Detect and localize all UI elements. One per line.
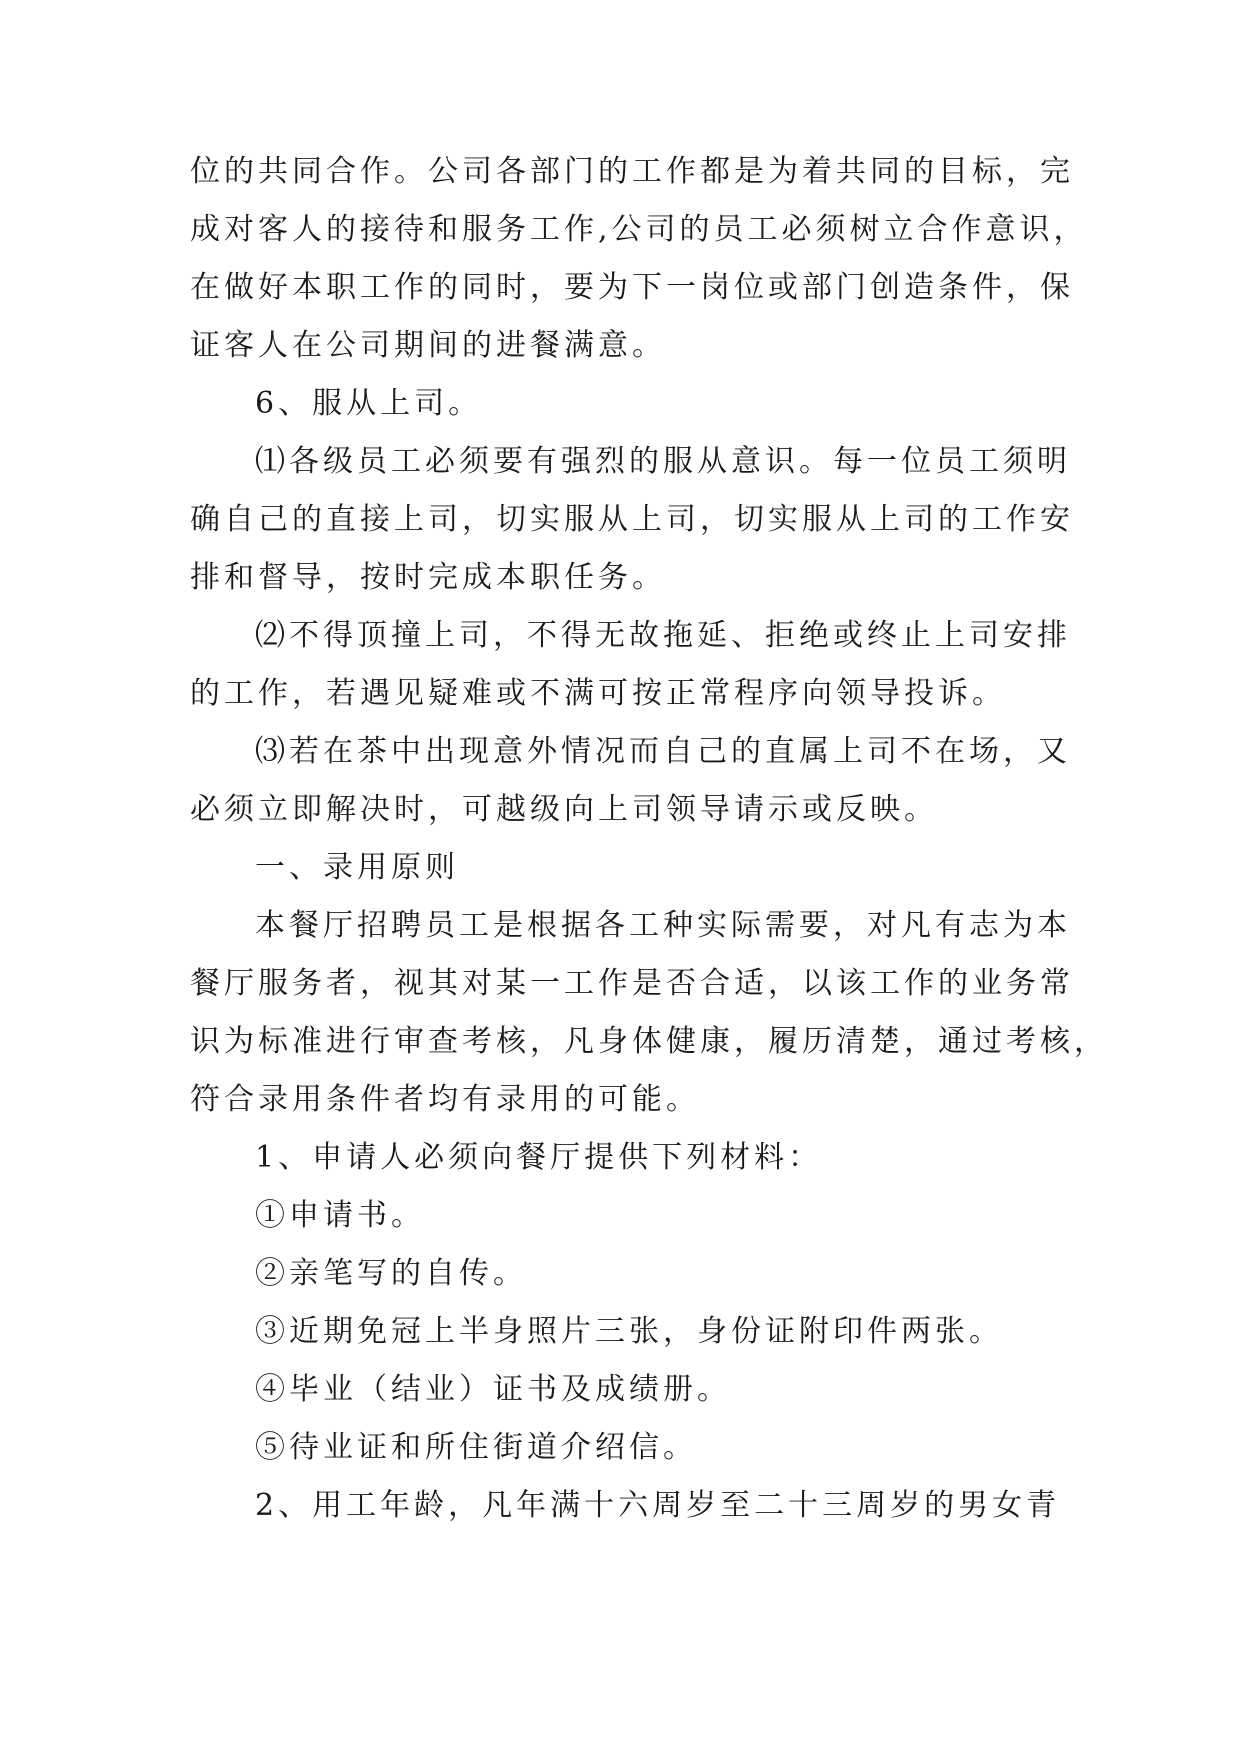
section-heading: 6、服从上司。 bbox=[255, 386, 483, 421]
section-heading: 一、录用原则 bbox=[255, 850, 459, 885]
list-item: ③近期免冠上半身照片三张，身份证附印件两张。 bbox=[255, 1314, 1003, 1349]
text-line: 成对客人的接待和服务工作,公司的员工必须树立合作意识， bbox=[190, 212, 1088, 247]
list-item: ②亲笔写的自传。 bbox=[255, 1256, 527, 1291]
text-line: 排和督导，按时完成本职任务。 bbox=[190, 560, 666, 595]
text-line: 的工作，若遇见疑难或不满可按正常程序向领导投诉。 bbox=[190, 676, 1006, 711]
text-line: 本餐厅招聘员工是根据各工种实际需要，对凡有志为本 bbox=[255, 908, 1071, 943]
text-line: 位的共同合作。公司各部门的工作都是为着共同的目标，完 bbox=[190, 154, 1074, 189]
text-line: 符合录用条件者均有录用的可能。 bbox=[190, 1082, 700, 1117]
list-item: ①申请书。 bbox=[255, 1198, 425, 1233]
text-line: 必须立即解决时，可越级向上司领导请示或反映。 bbox=[190, 792, 938, 827]
text-line: 在做好本职工作的同时，要为下一岗位或部门创造条件，保 bbox=[190, 270, 1074, 305]
text-line: 2、用工年龄，凡年满十六周岁至二十三周岁的男女青 bbox=[255, 1488, 1061, 1523]
text-line: 1、申请人必须向餐厅提供下列材料： bbox=[255, 1140, 823, 1175]
text-line: 确自己的直接上司，切实服从上司，切实服从上司的工作安 bbox=[190, 502, 1074, 537]
list-item: ⑤待业证和所住街道介绍信。 bbox=[255, 1430, 697, 1465]
text-line: 识为标准进行审查考核，凡身体健康，履历清楚，通过考核， bbox=[190, 1024, 1108, 1059]
text-line: ⑶若在茶中出现意外情况而自己的直属上司不在场，又 bbox=[255, 734, 1071, 769]
text-line: ⑵不得顶撞上司，不得无故拖延、拒绝或终止上司安排 bbox=[255, 618, 1071, 653]
text-line: 餐厅服务者，视其对某一工作是否合适，以该工作的业务常 bbox=[190, 966, 1074, 1001]
text-line: 证客人在公司期间的进餐满意。 bbox=[190, 328, 666, 363]
list-item: ④毕业（结业）证书及成绩册。 bbox=[255, 1372, 731, 1407]
text-line: ⑴各级员工必须要有强烈的服从意识。每一位员工须明 bbox=[255, 444, 1071, 479]
